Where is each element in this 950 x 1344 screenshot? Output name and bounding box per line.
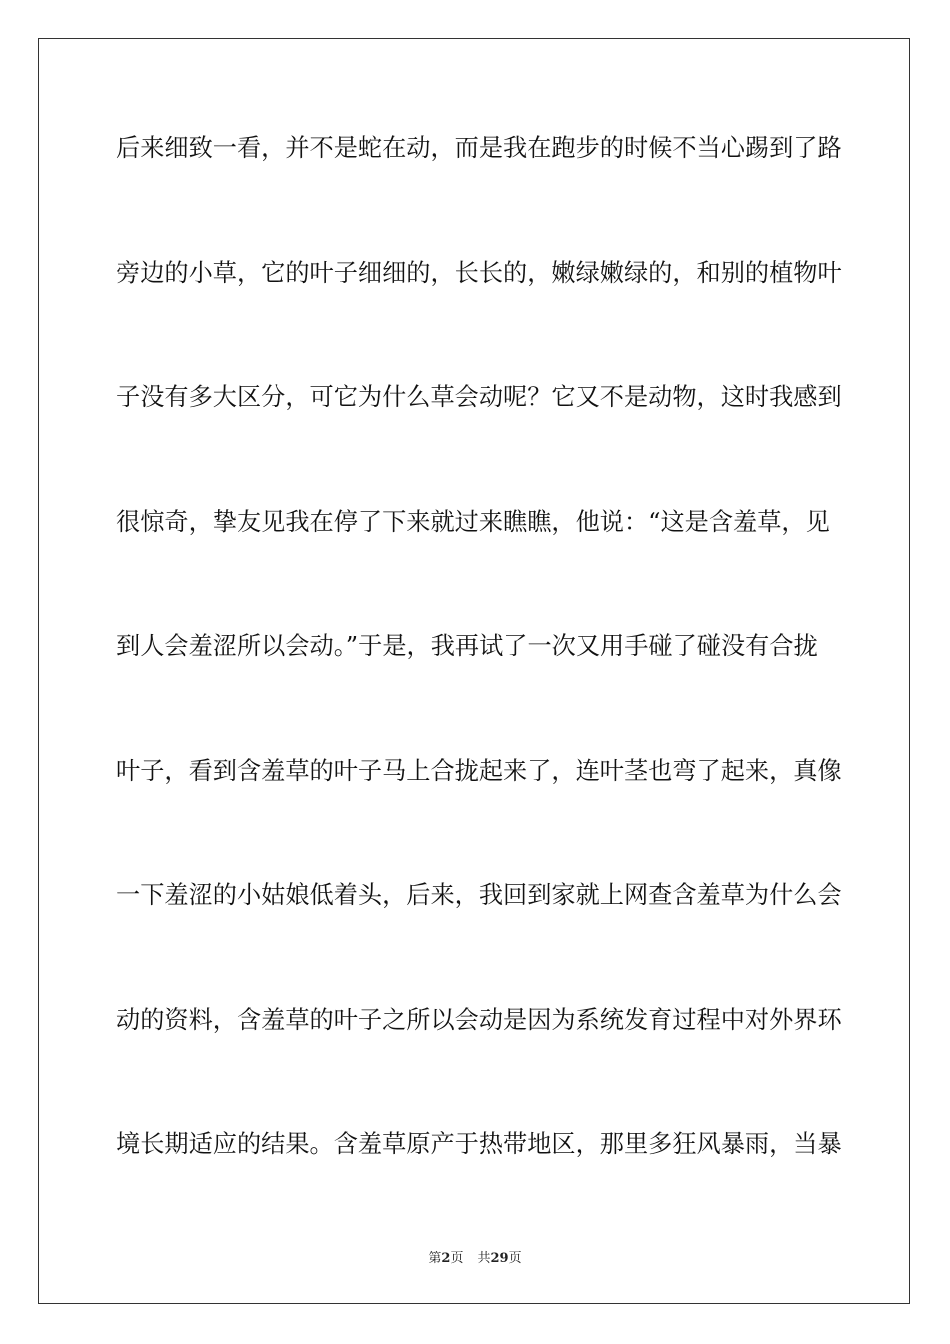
document-body <box>116 128 842 1249</box>
text-line: 一下羞涩的小姑娘低着头，后来，我回到家就上网查含羞草为什么会 <box>116 881 842 909</box>
text-line: 到人会羞涩所以会动。”于是，我再试了一次又用手碰了碰没有合拢 <box>116 632 818 660</box>
page-number: 2 <box>441 1251 451 1266</box>
text-line: 境长期适应的结果。含羞草原产于热带地区，那里多狂风暴雨，当暴 <box>116 1130 842 1158</box>
text-line: 叶子，看到含羞草的叶子马上合拢起来了，连叶茎也弯了起来，真像 <box>116 756 842 785</box>
text-line: 后来细致一看，并不是蛇在动，而是我在跑步的时候不当心踢到了路 <box>116 134 842 162</box>
text-line: 子没有多大区分，可它为什么草会动呢？它又不是动物，这时我感到 <box>116 383 842 411</box>
text-line: 很惊奇，挚友见我在停了下来就过来瞧瞧，他说：“这是含羞草，见 <box>116 507 830 536</box>
page-prefix: 第 <box>428 1251 442 1266</box>
total-pages: 29 <box>490 1251 509 1266</box>
text-line: 动的资料，含羞草的叶子之所以会动是因为系统发育过程中对外界环 <box>116 1005 842 1034</box>
page-suffix: 页 <box>450 1251 464 1266</box>
total-prefix: 共 <box>477 1251 491 1266</box>
page-footer <box>0 1247 950 1266</box>
total-suffix: 页 <box>508 1251 522 1266</box>
text-line: 旁边的小草，它的叶子细细的，长长的，嫩绿嫩绿的，和别的植物叶 <box>116 258 842 287</box>
